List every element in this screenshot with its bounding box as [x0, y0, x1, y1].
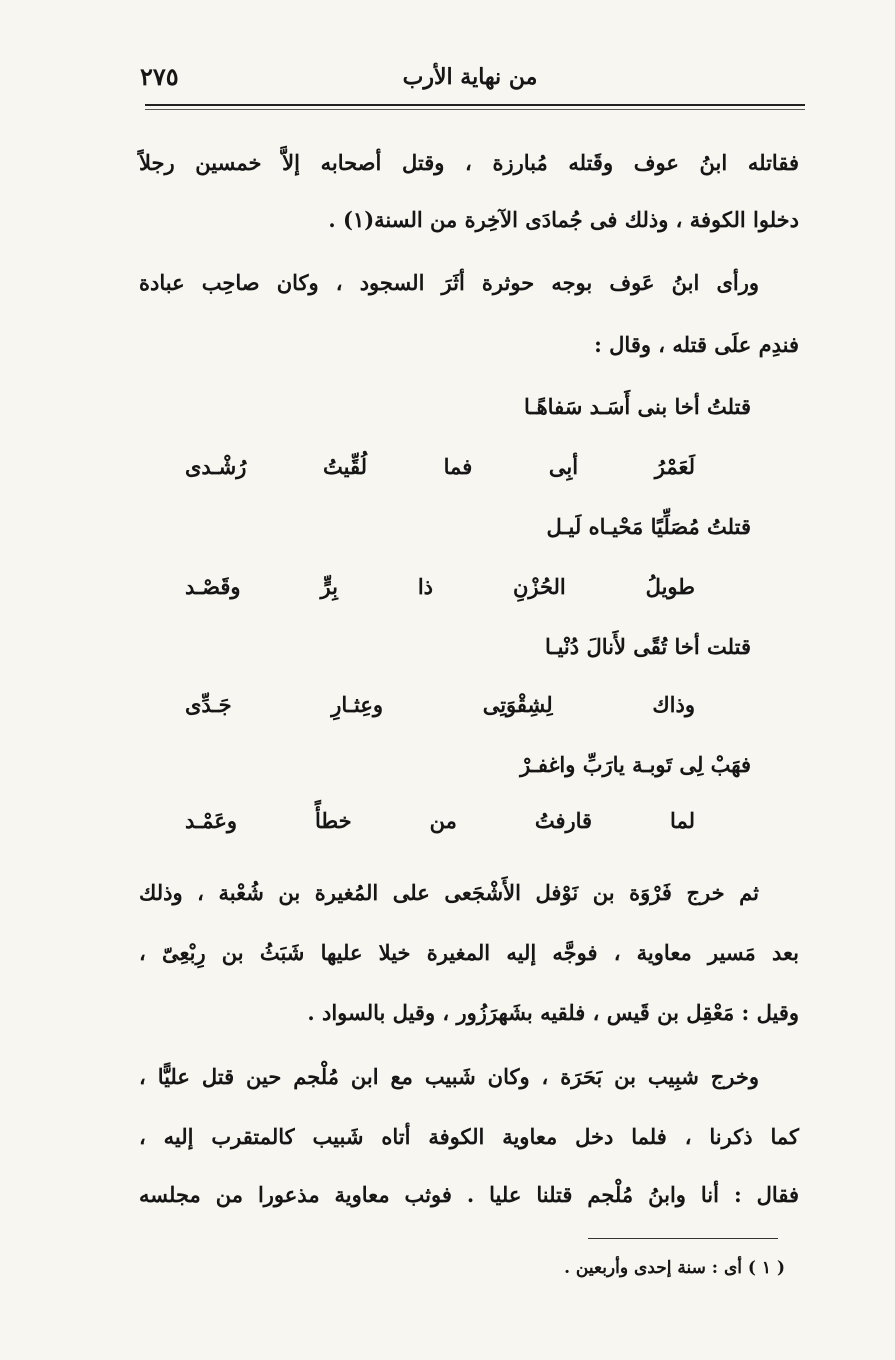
footnote: ( ١ ) أى : سنة إحدى وأربعين . [564, 1258, 785, 1278]
text-line: وخرج شبِيب بن بَحَرَة ، وكان شَبيب مع ابن مُلْجم حين قتل عليًّا ، [139, 1064, 759, 1089]
page-number: ٢٧٥ [140, 62, 179, 91]
text-line: كما ذكرنا ، فلما دخل معاوية الكوفة أتاه شَبيب كالمتقرب إليه ، [139, 1124, 799, 1149]
verse-second-hemistich: لَعَمْرُ أبِى فما لُقِّيتُ رُشْـدى [185, 454, 695, 479]
running-title: من نهاية الأرب [402, 64, 538, 90]
header-rule-thin [145, 109, 805, 110]
header-rule [145, 104, 805, 106]
text-line: فقال : أنا وابنُ مُلْجم قتلنا عليا . فوثب معاوية مذعورا من مجلسه [139, 1182, 799, 1207]
verse-first-hemistich: قتلتُ أخا بنى أَسَـد سَفاهًـا [524, 394, 751, 419]
text-line: فقاتله ابنُ عوف وقَتله مُبارزة ، وقتل أصحابه إلاَّ خمسين رجلاً [139, 150, 799, 175]
text-line: ثم خرج فَرْوَة بن نَوْفل الأَشْجَعى على المُغيرة بن شُعْبة ، وذلك [139, 880, 759, 905]
page-header [140, 62, 800, 96]
text-line: بعد مَسير معاوية ، فوجَّه إليه المغيرة خيلا عليها شَبَثُ بن رِبْعِىّ ، [139, 940, 799, 965]
text-line: دخلوا الكوفة ، وذلك فى جُمادَى الآخِرة من السنة(١) . [328, 207, 799, 232]
text-line: وقيل : مَعْقِل بن قَيس ، فلقيه بشَهرَزُور ، وقيل بالسواد . [307, 1000, 799, 1025]
verse-second-hemistich: لما قارفتُ من خطأً وعَمْـد [185, 808, 695, 833]
verse-second-hemistich: طويلُ الحُزْنِ ذا بِرٍّ وقَصْـد [185, 574, 695, 599]
footnote-rule [588, 1238, 778, 1239]
text-line: فندِم علَى قتله ، وقال : [594, 332, 799, 357]
text-line: ورأى ابنُ عَوف بوجه حوثرة أثَرَ السجود ، وكان صاحِب عبادة [139, 270, 759, 295]
verse-second-hemistich: وذاك لِشِقْوَتِى وعِثـارِ جَـدِّى [185, 692, 695, 717]
verse-first-hemistich: قتلتُ مُصَلِّيًا مَحْيـاه لَيـل [546, 514, 751, 539]
verse-first-hemistich: قتلت أخا تُقًى لأَنالَ دُنْيـا [545, 634, 751, 659]
verse-first-hemistich: فهَبْ لِى تَوبـة يارَبِّ واغفـرْ [520, 752, 751, 777]
